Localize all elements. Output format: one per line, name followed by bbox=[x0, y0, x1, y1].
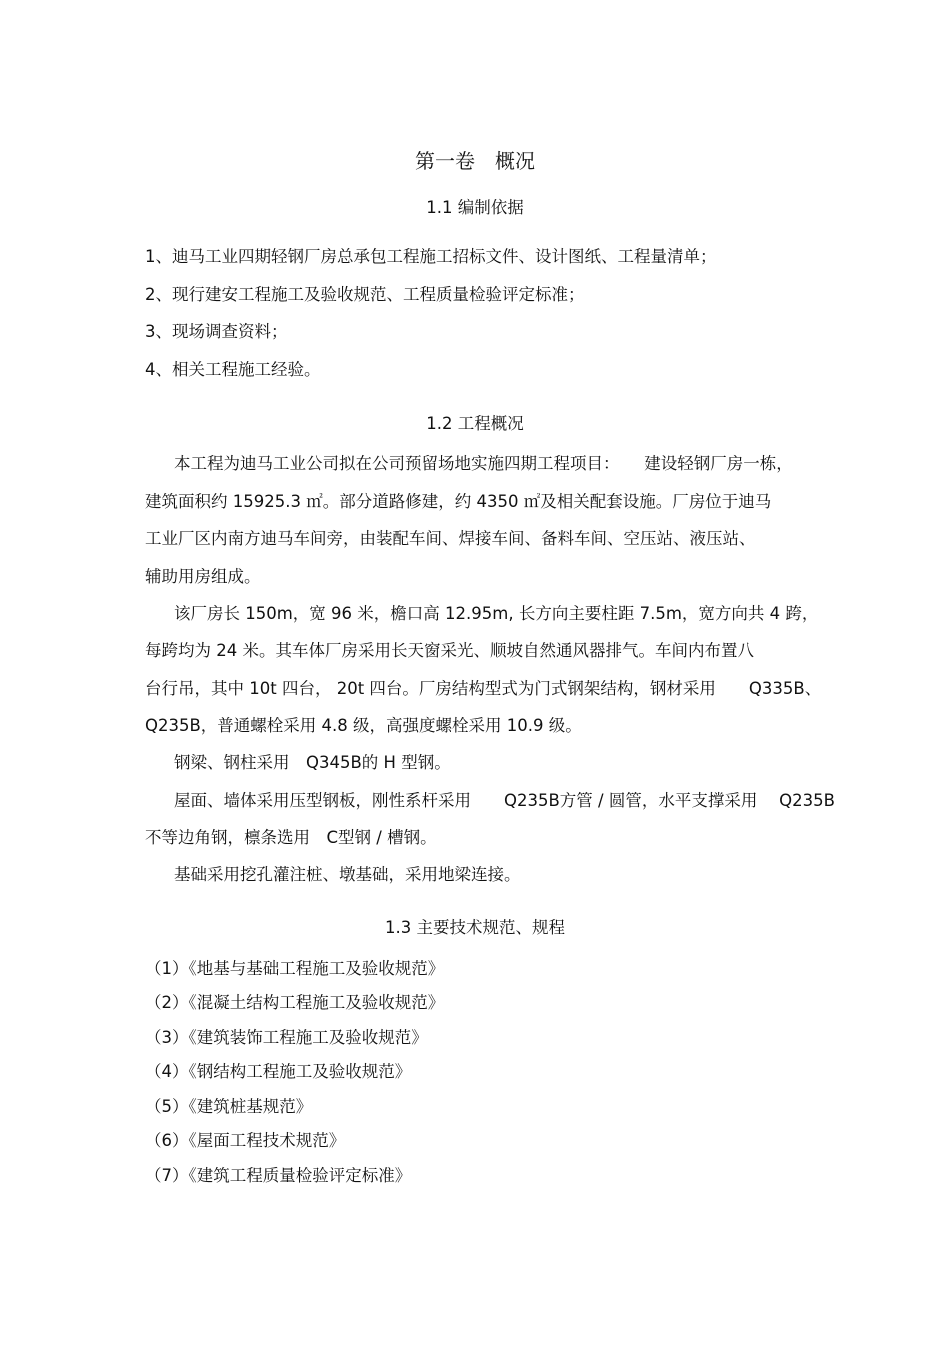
overview-line: 钢梁、钢柱采用 Q345B的 H 型钢。 bbox=[174, 753, 451, 772]
overview-line: 台行吊，其中 10t 四台， 20t 四台。厂房结构型式为门式钢架结构，钢材采用 Q335B、 bbox=[145, 679, 822, 698]
overview-line: 建筑面积约 15925.3 ㎡。部分道路修建，约 4350 ㎡及相关配套设施。厂房位于迪马 bbox=[145, 492, 772, 511]
section-1-3-heading: 1.3 主要技术规范、规程 bbox=[385, 918, 565, 937]
standard-item: （6）《屋面工程技术规范》 bbox=[145, 1131, 346, 1150]
basis-item: 2、现行建安工程施工及验收规范、工程质量检验评定标准； bbox=[145, 285, 585, 304]
overview-line: 辅助用房组成。 bbox=[145, 567, 261, 586]
standard-item: （4）《钢结构工程施工及验收规范》 bbox=[145, 1062, 412, 1081]
overview-line: 不等边角钢，檩条选用 C型钢 / 槽钢。 bbox=[145, 828, 437, 847]
basis-item: 1、迪马工业四期轻钢厂房总承包工程施工招标文件、设计图纸、工程量清单； bbox=[145, 247, 717, 266]
standard-item: （5）《建筑桩基规范》 bbox=[145, 1097, 313, 1116]
overview-line: 屋面、墙体采用压型钢板，刚性系杆采用 Q235B方管 / 圆管，水平支撑采用 Q235B bbox=[174, 791, 835, 810]
overview-line: 该厂房长 150m，宽 96 米，檐口高 12.95m, 长方向主要柱距 7.5m，宽方向共 4 跨， bbox=[174, 604, 819, 623]
section-1-2-heading: 1.2 工程概况 bbox=[426, 414, 524, 433]
basis-item: 3、现场调查资料； bbox=[145, 322, 288, 341]
section-1-1-heading: 1.1 编制依据 bbox=[426, 198, 524, 217]
overview-line: 工业厂区内南方迪马车间旁，由装配车间、焊接车间、备料车间、空压站、液压站、 bbox=[145, 529, 756, 548]
standard-item: （3）《建筑装饰工程施工及验收规范》 bbox=[145, 1028, 428, 1047]
overview-line: 本工程为迪马工业公司拟在公司预留场地实施四期工程项目： 建设轻钢厂房一栋， bbox=[174, 454, 793, 473]
overview-line: Q235B，普通螺栓采用 4.8 级，高强度螺栓采用 10.9 级。 bbox=[145, 716, 582, 735]
basis-item: 4、相关工程施工经验。 bbox=[145, 360, 321, 379]
standard-item: （2）《混凝土结构工程施工及验收规范》 bbox=[145, 993, 445, 1012]
overview-line: 基础采用挖孔灌注桩、墩基础，采用地梁连接。 bbox=[174, 865, 521, 884]
standard-item: （7）《建筑工程质量检验评定标准》 bbox=[145, 1166, 412, 1185]
standard-item: （1）《地基与基础工程施工及验收规范》 bbox=[145, 959, 445, 978]
overview-line: 每跨均为 24 米。其车体厂房采用长天窗采光、顺坡自然通风器排气。车间内布置八 bbox=[145, 641, 754, 660]
volume-title: 第一卷 概况 bbox=[415, 149, 535, 173]
